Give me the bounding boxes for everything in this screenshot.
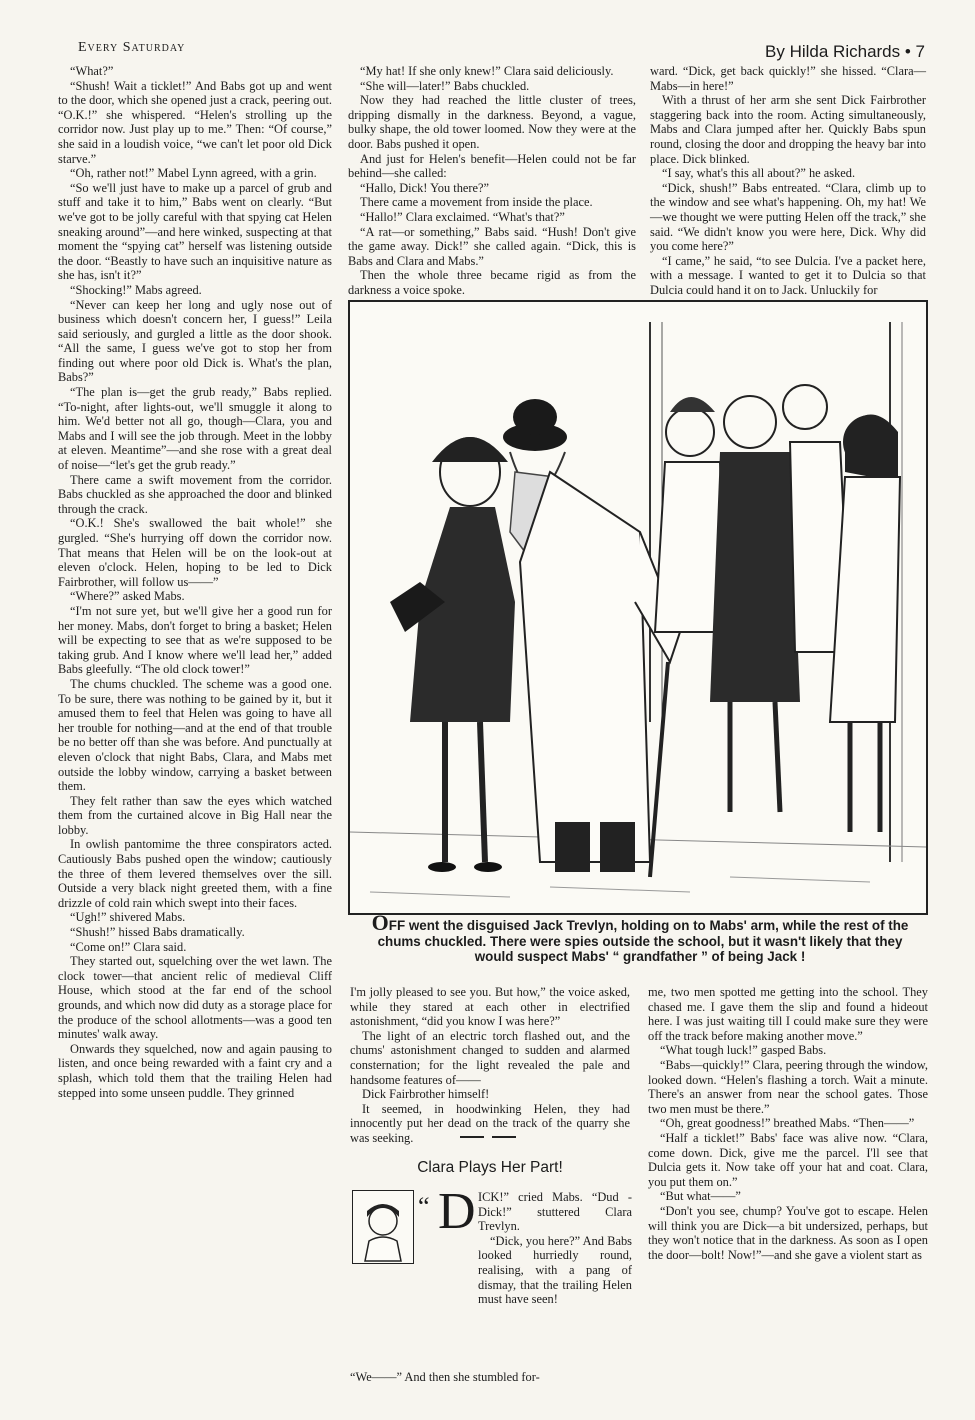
paragraph: “Oh, rather not!” Mabel Lynn agreed, with a grin. (70, 166, 317, 181)
paragraph: They felt rather than saw the eyes which watched them from the curtained alcove in Big Hall near the lobby. (58, 793, 332, 837)
paragraph: “Ugh!” shivered Mabs. (70, 910, 186, 925)
paragraph: Dick Fairbrother himself! (362, 1087, 490, 1102)
paragraph: “Hallo, Dick! You there?” (360, 180, 490, 195)
paragraph: “Half a ticklet!” Babs' face was alive now. “Clara, come down. Dick, give me the parcel. I'll see that Dulcia gets it. Now take off your hat and coat. Clara, you put them on.” (648, 1130, 928, 1189)
text-column-3 (650, 64, 926, 297)
drop-cap-letter: D (438, 1183, 476, 1240)
drop-quote-mark: “ (418, 1192, 430, 1221)
paragraph: “Shocking!” Mabs agreed. (70, 282, 202, 297)
paragraph: In owlish pantomime the three conspirators acted. Cautiously Babs pushed open the window; cautiously the three of them levered themselves over the sill. Outside a very black night greeted them, with a fine drizzle of cold rain which swept into their faces. (58, 837, 332, 910)
paragraph: “I'm not sure yet, but we'll give her a good run for her money. Mabs, don't forget to bring a basket; Helen will be expecting to see that as we're supposed to be taking grub. And I know where we'll lead her,” added Babs gleefully. “The old clock tower!” (58, 603, 332, 677)
text-column-4 (350, 985, 630, 1145)
section-divider (460, 1136, 516, 1138)
paragraph: I'm jolly pleased to see you. But how,” the voice asked, while they stared at each other in electrified astonishment, “did you know I was here?” (350, 985, 630, 1029)
running-header: Every Saturday (78, 40, 186, 55)
paragraph: “O.K.! She's swallowed the bait whole!” she gurgled. “She's hurrying off down the corridor now. That means that Helen will be on the look-out at eleven o'clock. Helen, hoping to be led to Dick Fairbrother, will follow us——” (58, 516, 332, 589)
paragraph: “Never can keep her long and ugly nose out of business which doesn't concern her, I guess!” Leila said seriously, and gurgled a little as the door shook. “All the same, I guess we've got to stop her from finding out where poor old Dick is. What's the plan, Babs?” (58, 297, 332, 385)
paragraph: ICK!” cried Mabs. “Dud - Dick!” stuttered Clara Trevlyn. (478, 1190, 632, 1234)
paragraph: There came a swift movement from the corridor. Babs chuckled as she approached the door and blinked through the crack. (58, 472, 332, 516)
paragraph: “But what——” (660, 1189, 741, 1204)
paragraph: “Shush! Wait a ticklet!” And Babs got up and went to the door, which she opened just a crack, peering out. “O.K.!” she whispered. “Helen's strolling up the corridor now. Just play up to me.” Then: “Of course,” she said in a loudish voice, “we can't let poor old Dick starve.” (58, 78, 332, 166)
caption-text: FF went the disguised Jack Trevlyn, holding on to Mabs' arm, while the rest of the chums chuckled. There were spies outside the school, but it wasn't likely that they would suspect Mabs' “ grandfather ” of being Jack ! (377, 918, 909, 964)
paragraph: The chums chuckled. The scheme was a good one. To be sure, there was nothing to be gained by it, but it amused them to feel that Helen was going to have all her trouble for nothing—and at the end of that trouble be no better off than she was before. And punctually at eleven o'clock that night Babs, Clara, and Mabs met outside the lobby window, carrying a basket between them. (58, 676, 332, 794)
paragraph: “She will—later!” Babs chuckled. (360, 78, 530, 93)
section-heading: Clara Plays Her Part! (417, 1159, 563, 1176)
paragraph: “Hallo!” Clara exclaimed. “What's that?” (360, 209, 565, 224)
portrait-vignette (352, 1190, 414, 1264)
byline-page-number: By Hilda Richards • 7 (765, 42, 925, 61)
text-column-5 (648, 985, 928, 1405)
paragraph: “I came,” he said, “to see Dulcia. I've a packet here, with a message. I wanted to get it to Dulcia so that Dulcia could hand it on to Jack. Unluckily for (650, 253, 926, 297)
paragraph: “My hat! If she only knew!” Clara said deliciously. (360, 64, 614, 78)
paragraph: “The plan is—get the grub ready,” Babs replied. “To-night, after lights-out, we'll smuggle it along to him. We'd better not all go, though—Clara, you and Mabs and I will see the job through. Meet in the lobby at eleven. Meantime”—and she rose with a great deal of noise—“let's get the grub ready.” (58, 385, 332, 473)
text-column-1 (58, 64, 332, 1404)
paragraph: With a thrust of her arm she sent Dick Fairbrother staggering back into the room. Acting simultaneously, Mabs and Clara jumped after her. Quickly Babs spun round, closing the door and dropping the heavy bar into place. Dick blinked. (650, 93, 926, 166)
paragraph: “We——” And then she stumbled for- (350, 1370, 540, 1384)
paragraph: “What tough luck!” gasped Babs. (660, 1043, 827, 1058)
paragraph: Now they had reached the little cluster of trees, dripping dismally in the darkness. Beyond, a vague, bulky shape, the old tower loomed. Now they were at the door. Babs pushed it open. (348, 93, 636, 151)
paragraph: “Dick, shush!” Babs entreated. “Clara, climb up to the window and see what's happening. Oh, my hat! We—we thought we were putting Helen off the track,” she said. “We didn't know you were here, Dick. Why did you come here?” (650, 180, 926, 254)
paragraph: me, two men spotted me getting into the school. They chased me. I gave them the slip and found a hideout here. I was just waiting till I could make sure they were off the track before making another move.” (648, 985, 928, 1043)
text-column-2 (348, 64, 636, 297)
paragraph: ward. “Dick, get back quickly!” she hissed. “Clara—Mabs—in here!” (650, 64, 926, 93)
caption-drop-cap: O (371, 910, 389, 935)
paragraph: “Oh, great goodness!” breathed Mabs. “Then——” (660, 1116, 915, 1131)
paragraph: And just for Helen's benefit—Helen could not be far behind—she called: (348, 151, 636, 181)
text-column-6-tail (350, 1370, 630, 1402)
paragraph: There came a movement from inside the place. (360, 195, 593, 210)
illustration-caption (360, 910, 920, 965)
paragraph: “Come on!” Clara said. (70, 939, 187, 954)
paragraph: “What?” (70, 64, 114, 78)
paragraph: “Babs—quickly!” Clara, peering through the window, looked down. “Helen's flashing a torch. Wait a minute. There's an answer from near the school gates. Those two men must be there.” (648, 1057, 928, 1116)
paragraph: “Don't you see, chump? You've got to escape. Helen will think you are Dick—a bit undersized, perhaps, but they won't notice that in the darkness. As soon as I open the door—bolt! Now!”—and she gave a violent start as (648, 1203, 928, 1262)
paragraph: “Shush!” hissed Babs dramatically. (70, 925, 245, 940)
paragraph: “A rat—or something,” Babs said. “Hush! Don't give the game away. Dick!” she called again. “Dick, this is Babs and Clara and Mabs.” (348, 224, 636, 268)
story-illustration (348, 300, 928, 915)
paragraph: “I say, what's this all about?” he asked. (662, 166, 856, 181)
paragraph: Then the whole three became rigid as from the darkness a voice spoke. (348, 268, 636, 297)
paragraph: It seemed, in hoodwinking Helen, they had innocently put her dead on the track of the quarry she was seeking. (350, 1101, 630, 1145)
paragraph: Onwards they squelched, now and again pausing to listen, and once being rewarded with a faint cry and a splash, which told them that the trailing Helen had stepped into some unseen puddle. They grinned (58, 1041, 332, 1100)
paragraph: “Where?” asked Mabs. (70, 589, 185, 604)
illustration-drawing (350, 302, 926, 913)
portrait-drawing (353, 1191, 412, 1262)
paragraph: “Dick, you here?” And Babs looked hurriedly round, realising, with a pang of dismay, that the trailing Helen must have seen! (478, 1233, 632, 1307)
paragraph: They started out, squelching over the wet lawn. The clock tower—that ancient relic of medieval Cliff House, which stood at the far end of the school grounds, and which now did duty as a storage place for the produce of the school allotments—was a good ten minutes' walk away. (58, 954, 332, 1042)
paragraph: The light of an electric torch flashed out, and the chums' astonishment changed to sudden and alarmed consternation; for the light revealed the pale and handsome features of—— (350, 1028, 630, 1087)
paragraph: “So we'll just have to make up a parcel of grub and stuff and take it to him,” Babs went on clearly. “But we've got to be jolly careful with that spying cat Helen sneaking around”—and here winked, suspecting at that moment the “spying cat” herself was listening outside the door. “Beastly to have such an inquisitive nature as she has, isn't it?” (58, 180, 332, 283)
